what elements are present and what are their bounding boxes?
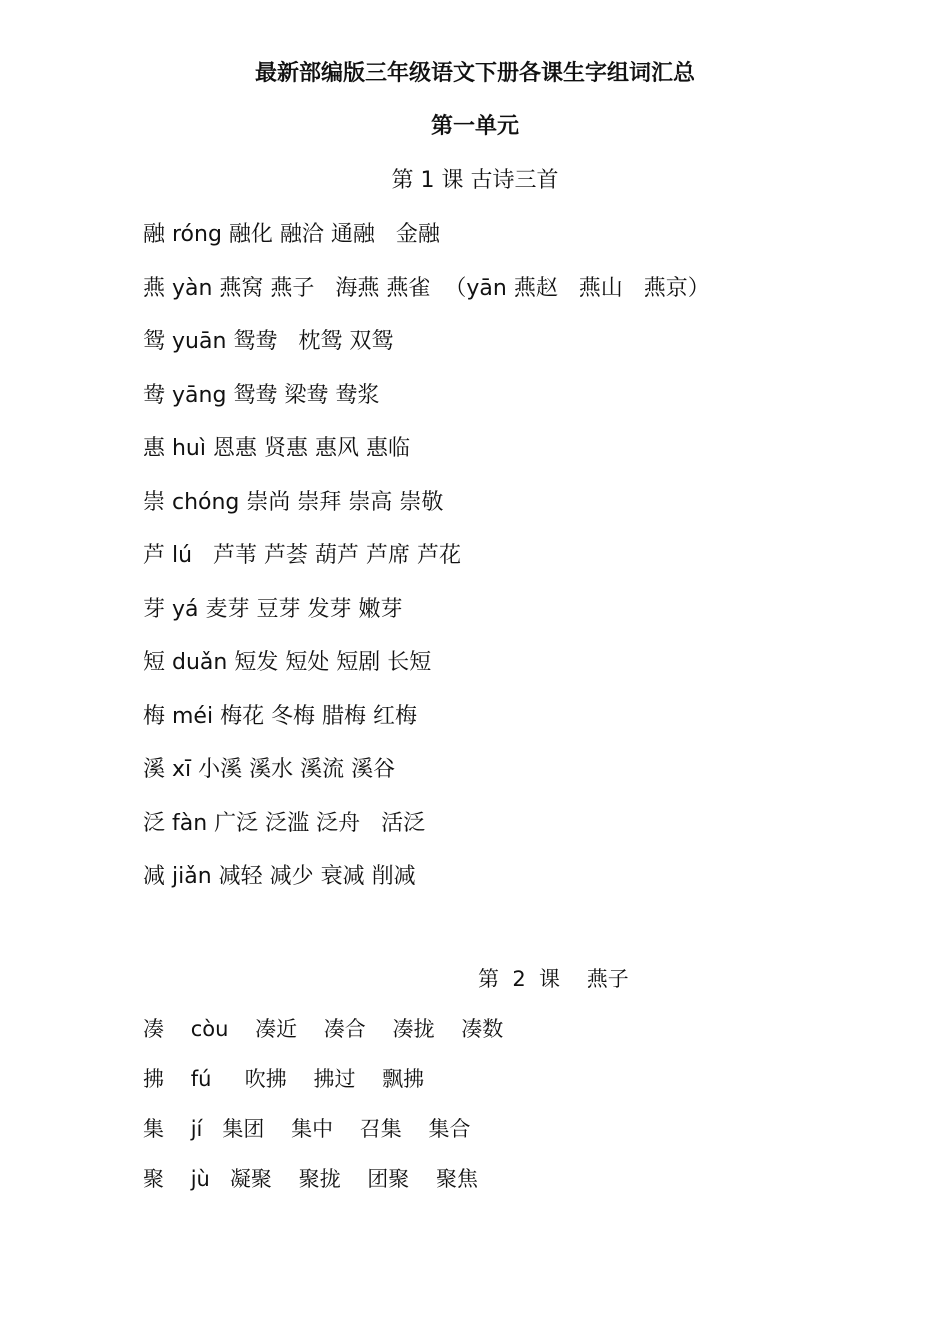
word-row: 融 róng 融化 融洽 通融 金融: [143, 222, 440, 247]
word-row: 芽 yá 麦芽 豆芽 发芽 嫩芽: [143, 596, 403, 622]
unit-title: 第一单元: [430, 114, 519, 139]
word-row: 泛 fàn 广泛 泛滥 泛舟 活泛: [143, 810, 426, 836]
word-row: 聚 jù 凝聚 聚拢 团聚 聚焦: [143, 1167, 478, 1191]
word-row: 梅 méi 梅花 冬梅 腊梅 红梅: [143, 703, 418, 729]
word-row: 凑 còu 凑近 凑合 凑拢 凑数: [143, 1017, 504, 1041]
lesson-2-word-list: [143, 1013, 903, 1213]
document-title: 最新部编版三年级语文下册各课生字组词汇总: [254, 61, 695, 86]
word-row: 惠 huì 恩惠 贤惠 惠风 惠临: [143, 436, 410, 461]
word-row: 减 jiǎn 减轻 减少 衰减 削减: [143, 864, 416, 889]
word-row: 崇 chóng 崇尚 崇拜 崇高 崇敬: [143, 489, 444, 515]
word-row: 燕 yàn 燕窝 燕子 海燕 燕雀 （yān 燕赵 燕山 燕京）: [143, 275, 710, 301]
word-row: 鸳 yuān 鸳鸯 枕鸳 双鸳: [143, 329, 394, 354]
lesson-2-title: 第 2 课 燕子: [478, 967, 629, 991]
word-row: 溪 xī 小溪 溪水 溪流 溪谷: [143, 757, 396, 782]
lesson-1-title: 第 1 课 古诗三首: [391, 168, 559, 193]
word-row: 短 duǎn 短发 短处 短剧 长短: [143, 650, 432, 675]
word-row: 拂 fú 吹拂 拂过 飘拂: [143, 1067, 425, 1091]
word-row: 鸯 yāng 鸳鸯 梁鸯 鸯浆: [143, 382, 380, 408]
word-row: 芦 lú 芦苇 芦荟 葫芦 芦席 芦花: [143, 543, 462, 568]
lesson-1-word-list: [143, 219, 903, 915]
word-row: 集 jí 集团 集中 召集 集合: [143, 1117, 471, 1141]
